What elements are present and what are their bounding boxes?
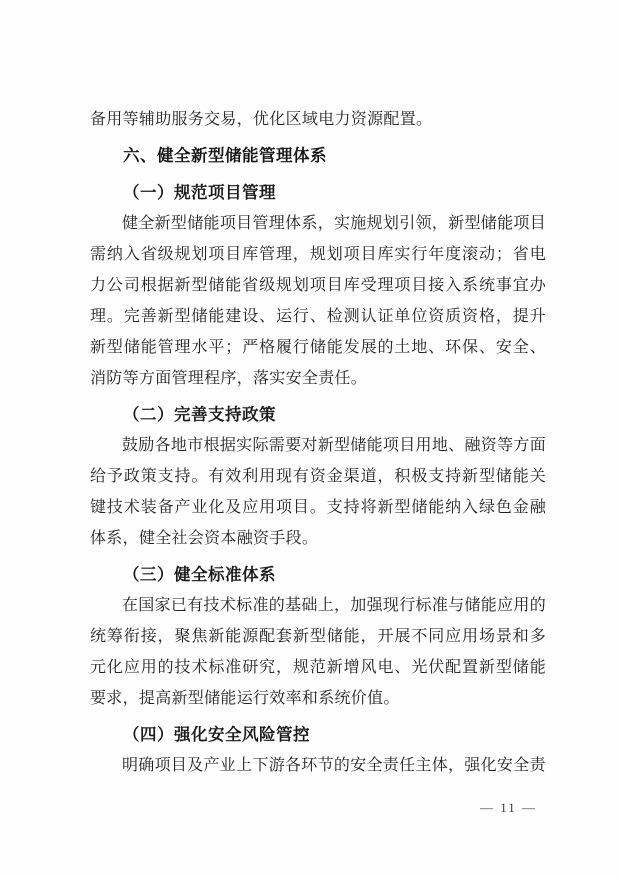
subsection-body-1: 健全新型储能项目管理体系，实施规划引领，新型储能项目需纳入省级规划项目库管理，规划项目库实行年度滚动；省电力公司根据新型储能省级规划项目库受理项目接入系统事宜办理。完善新型储能建设、运行、检测认证单位资质资格，提升新型储能管理水平；严格履行储能发展的土地、环保、安全、消防等方面管理程序，落实安全责任。 bbox=[90, 215, 546, 387]
page-number: — 11 — bbox=[479, 800, 537, 815]
subsection-heading-1: （一）规范项目管理 bbox=[123, 183, 276, 202]
subsection-heading-2: （二）完善支持政策 bbox=[123, 405, 276, 424]
subsection-body-2: 鼓励各地市根据实际需要对新型储能项目用地、融资等方面给予政策支持。有效利用现有资金渠道，积极支持新型储能关键技术装备产业化及应用项目。支持将新型储能纳入绿色金融体系，健全社会资本融资手段。 bbox=[90, 437, 546, 547]
subsection-body-4: 明确项目及产业上下游各环节的安全责任主体，强化安全责 bbox=[122, 757, 546, 774]
subsection-heading-3: （三）健全标准体系 bbox=[123, 565, 276, 584]
section-heading: 六、健全新型储能管理体系 bbox=[123, 147, 327, 165]
subsection-body-3: 在国家已有技术标准的基础上，加强现行标准与储能应用的统筹衔接，聚焦新能源配套新型储能，开展不同应用场景和多元化应用的技术标准研究，规范新增风电、光伏配置新型储能要求，提高新型储能运行效率和系统价值。 bbox=[90, 597, 546, 707]
paragraph-continuation: 备用等辅助服务交易，优化区域电力资源配置。 bbox=[90, 111, 433, 128]
page-footer bbox=[480, 797, 537, 819]
subsection-heading-4: （四）强化安全风险管控 bbox=[123, 725, 310, 744]
